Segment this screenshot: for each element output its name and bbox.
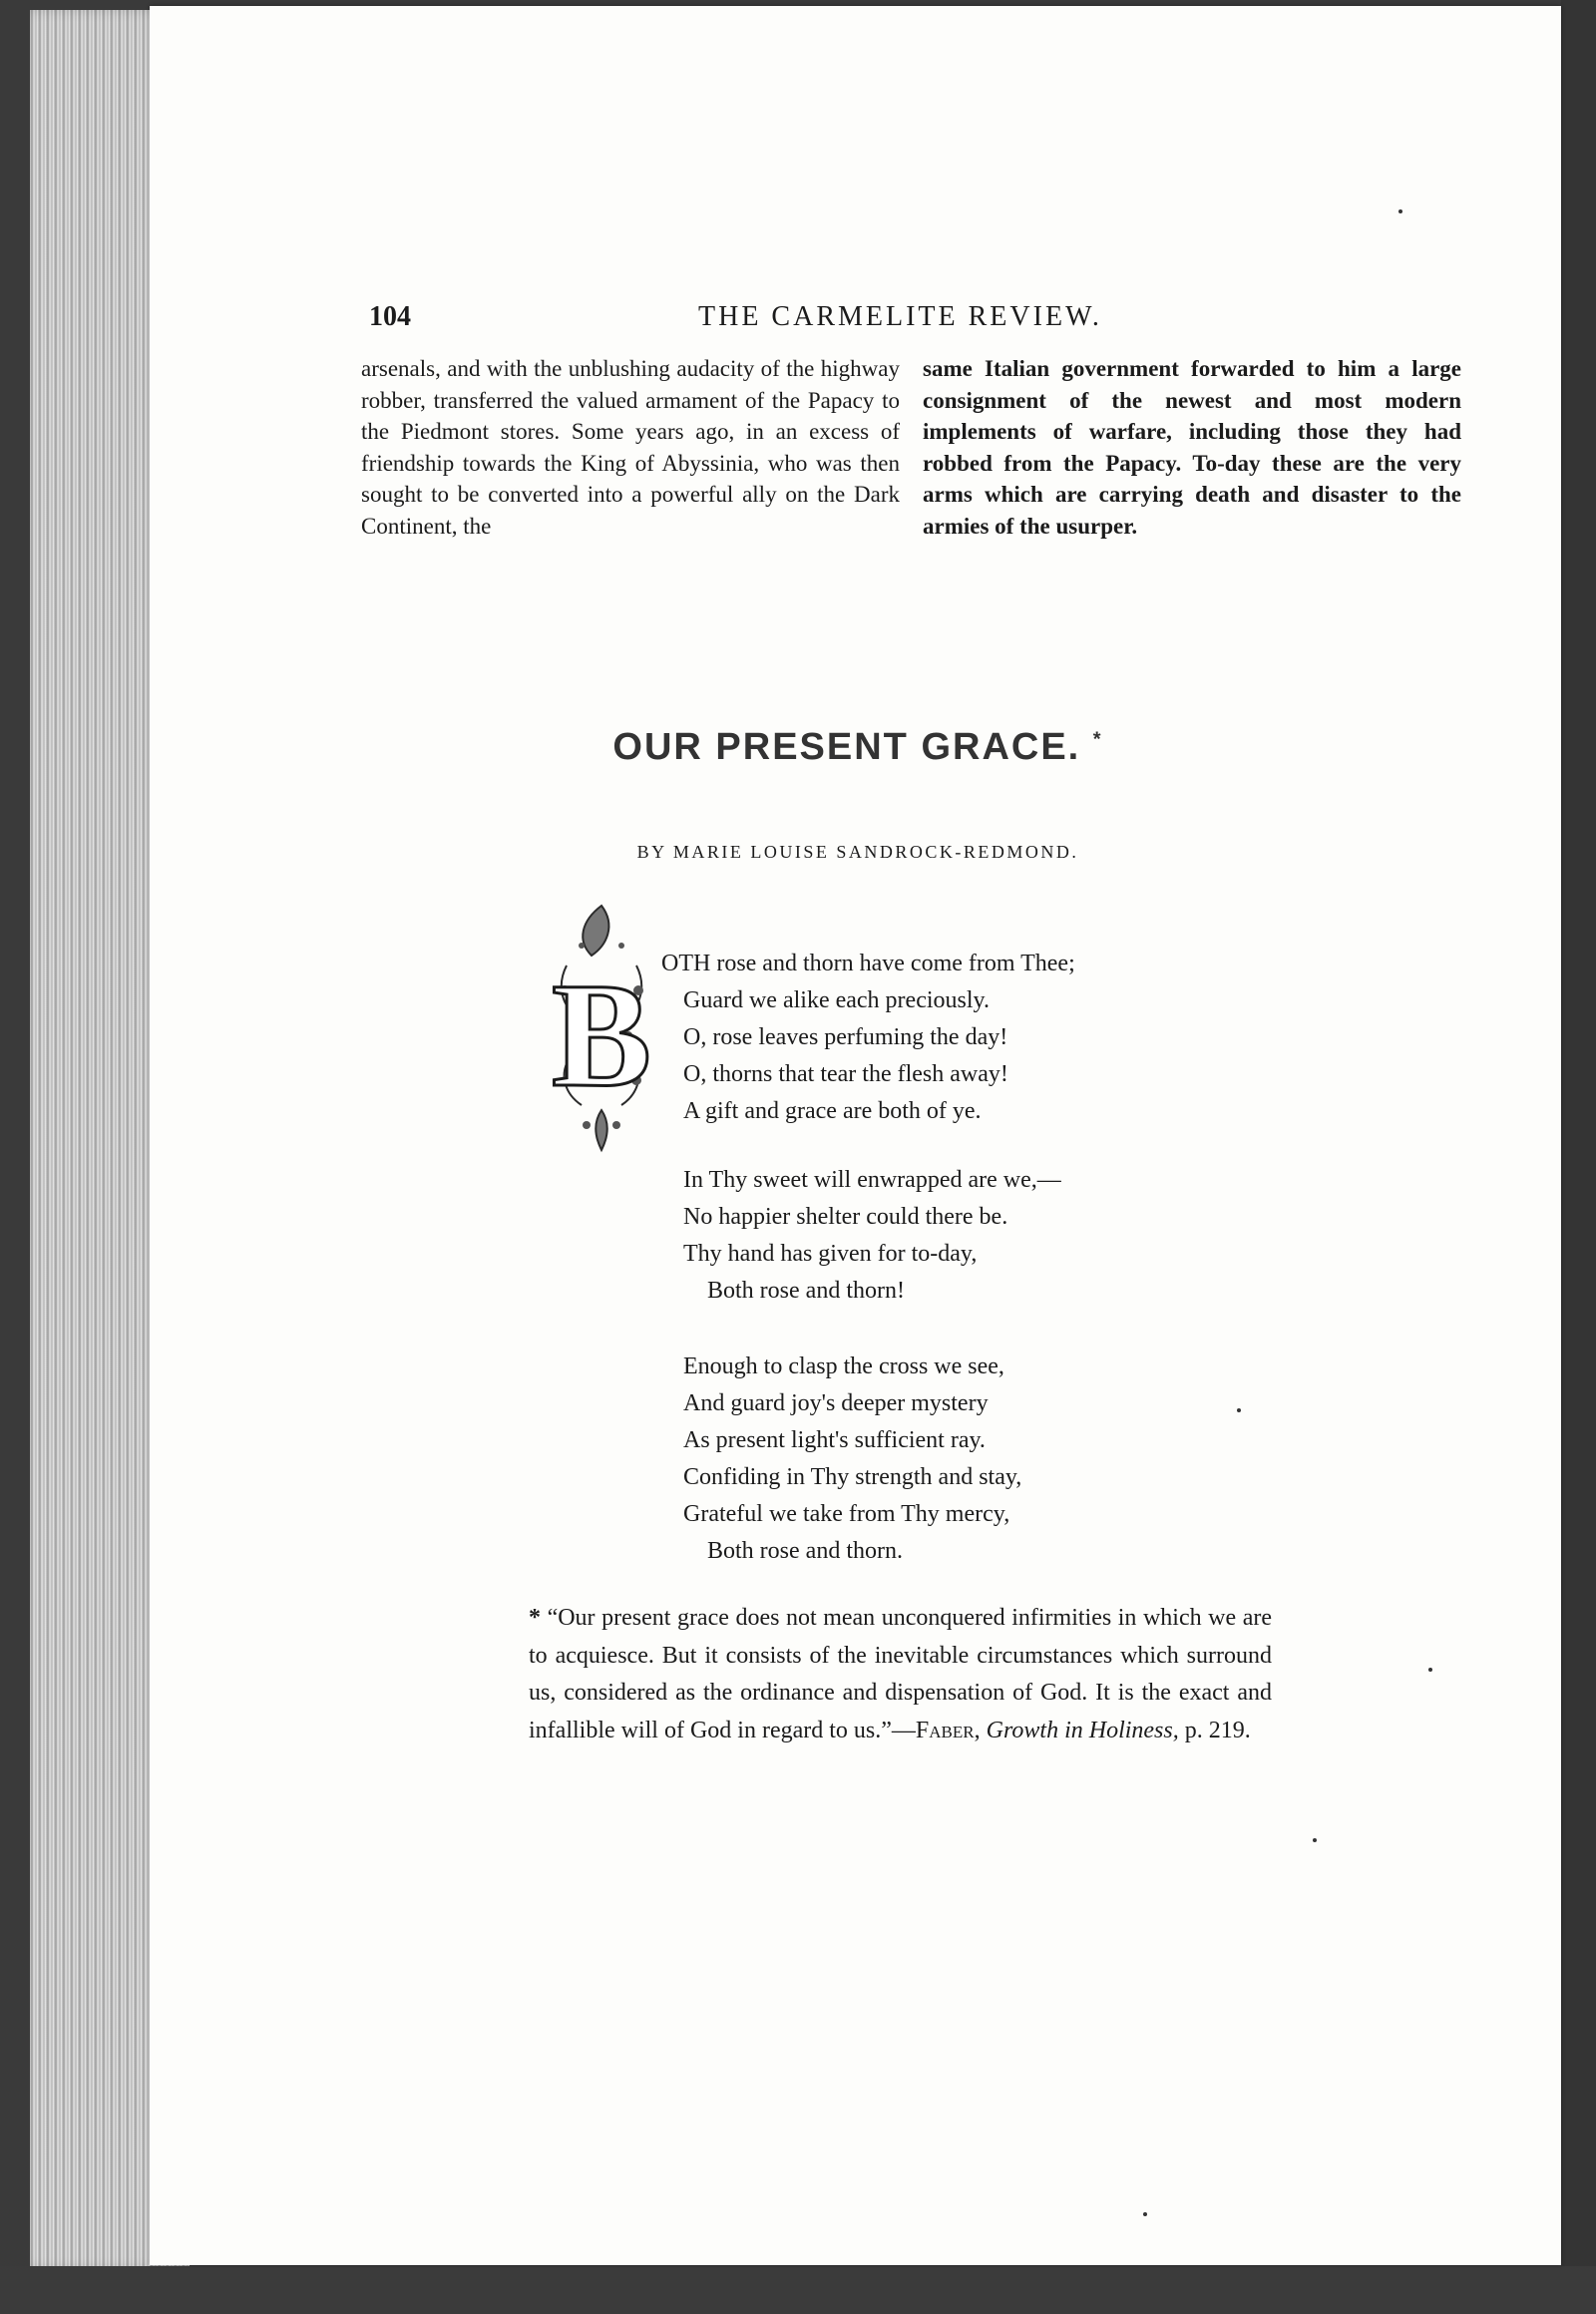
- running-head: [359, 299, 1466, 339]
- poem-stanza-1: [661, 946, 1075, 1130]
- footnote-page-ref: p. 219.: [1184, 1717, 1251, 1743]
- floral-ornament-icon: [547, 896, 656, 1155]
- poem-stanza-2: [683, 1162, 1061, 1310]
- poem-line: Grateful we take from Thy mercy,: [683, 1501, 1010, 1527]
- poem-line: Guard we alike each preciously.: [683, 987, 990, 1013]
- footnote-mark: *: [529, 1605, 541, 1631]
- page-number: 104: [369, 301, 411, 332]
- poem-line: No happier shelter could there be.: [683, 1204, 1008, 1230]
- poem-line: O, thorns that tear the flesh away!: [683, 1061, 1008, 1087]
- article-text-left: arsenals, and with the unblushing audacity of the highway robber, transferred the valued armament of the Papacy to the Piedmont stores. Some years ago, in an excess of friendship towards the King of Abyssinia, who was then sought to be converted into a powerful ally on the Dark Continent, the: [361, 356, 900, 539]
- poem-title-text: OUR PRESENT GRACE.: [612, 726, 1081, 768]
- article-column-left: [361, 353, 900, 542]
- poem-line: Confiding in Thy strength and stay,: [683, 1464, 1022, 1490]
- poem-line: A gift and grace are both of ye.: [683, 1098, 982, 1124]
- scan-border-right: [1561, 0, 1596, 2314]
- poem-title-footnote-mark: *: [1092, 728, 1103, 751]
- journal-title: THE CARMELITE REVIEW.: [698, 301, 1102, 332]
- poem-byline: BY MARIE LOUISE SANDROCK-REDMOND.: [636, 842, 1079, 862]
- ornamental-drop-cap: [547, 896, 656, 1155]
- article-column-right: [923, 353, 1461, 542]
- footnote-author: Faber,: [915, 1717, 981, 1743]
- poem-line: In Thy sweet will enwrapped are we,—: [683, 1167, 1061, 1193]
- scan-border-bottom: [0, 2266, 1596, 2314]
- poem-line: And guard joy's deeper mystery: [683, 1390, 989, 1416]
- scan-speck: [1237, 1408, 1241, 1412]
- footnote: [529, 1600, 1272, 1749]
- scan-speck: [1313, 1838, 1317, 1842]
- poem-line: Enough to clasp the cross we see,: [683, 1353, 1004, 1379]
- footnote-quote: “Our present grace does not mean unconquered infirmities in which we are to acquiesce. But it consists of the inevitable circumstances which surround us, considered as the ordinance and dispensation of God. It is the exact and infallible will of God in regard to us.”—: [529, 1605, 1273, 1743]
- poem-stanza-3: [683, 1349, 1021, 1570]
- footnote-work-title: Growth in Holiness,: [986, 1717, 1179, 1743]
- article-text-right: same Italian government forwarded to him a large consignment of the newest and most modern implements of warfare, including those they had robbed from the Papacy. To-day these are the very arms which are carrying death and disaster to the armies of the usurper.: [923, 356, 1461, 539]
- poem-refrain: Both rose and thorn.: [707, 1538, 903, 1564]
- scan-speck: [1428, 1668, 1432, 1672]
- poem-line: O, rose leaves perfuming the day!: [683, 1024, 1008, 1050]
- scan-speck: [1143, 2212, 1147, 2216]
- poem-line: Thy hand has given for to-day,: [683, 1241, 978, 1267]
- book-page: [150, 6, 1561, 2265]
- drop-cap-letter: B: [551, 953, 652, 1118]
- poem-line: OTH rose and thorn have come from Thee;: [661, 951, 1075, 976]
- poem-line: As present light's sufficient ray.: [683, 1427, 986, 1453]
- poem-title: [559, 726, 1157, 769]
- poem-refrain: Both rose and thorn!: [707, 1278, 905, 1304]
- scan-speck: [1398, 209, 1402, 213]
